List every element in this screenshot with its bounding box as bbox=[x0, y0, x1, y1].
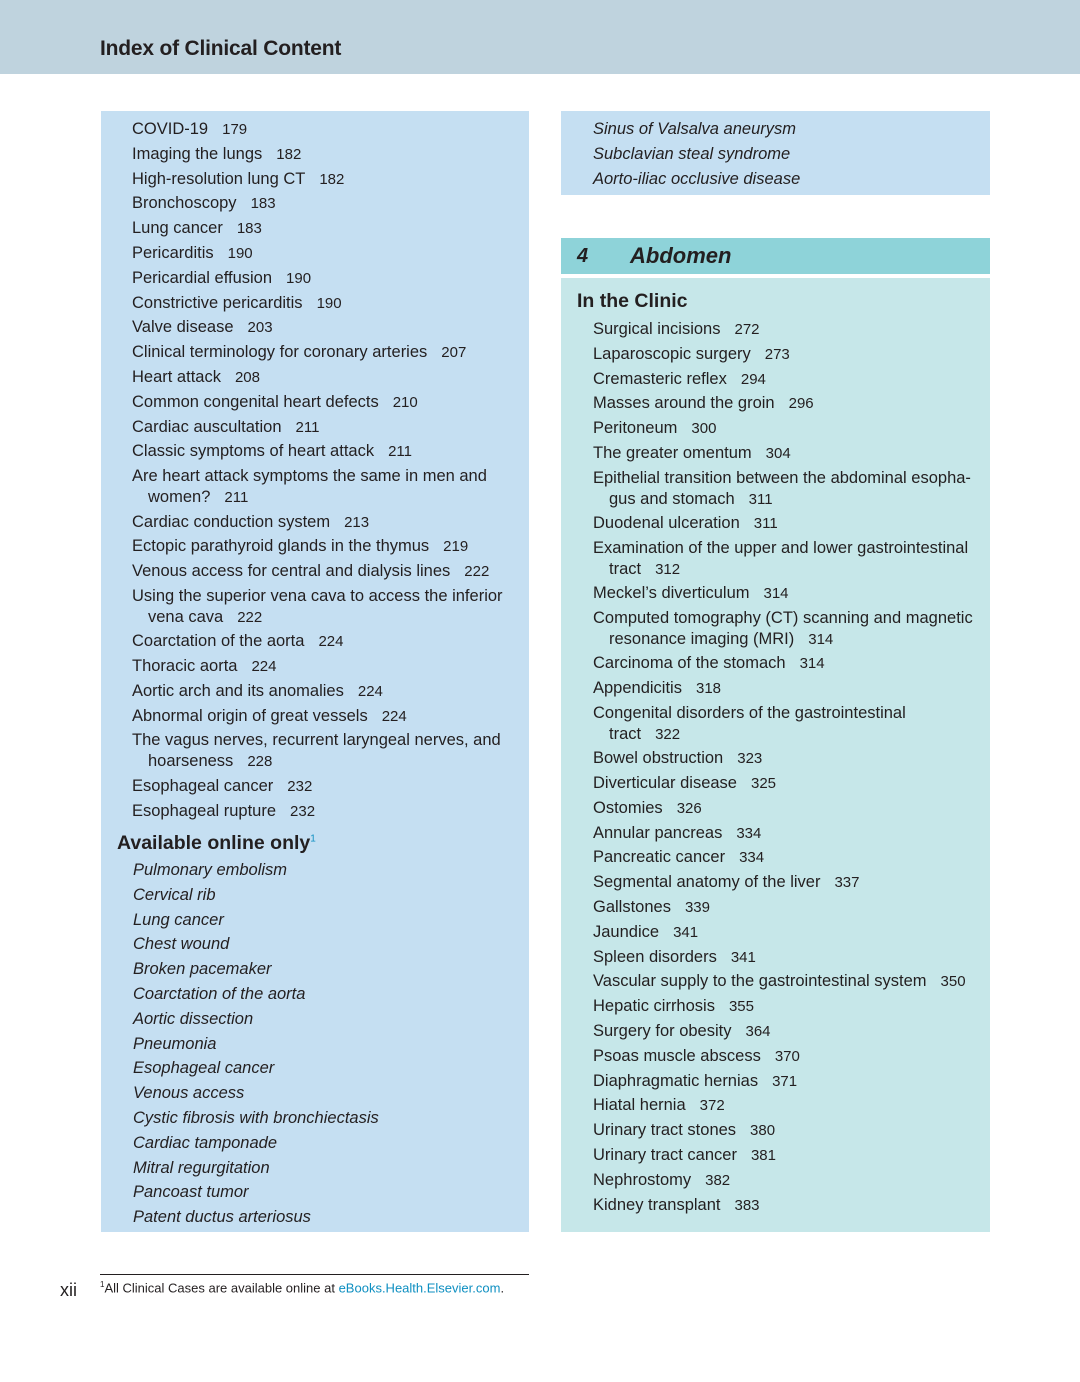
index-entry bbox=[593, 418, 716, 439]
entry-text: Hiatal hernia bbox=[593, 1096, 686, 1115]
entry-page-number: 211 bbox=[224, 489, 249, 507]
online-case-item: Coarctation of the aorta bbox=[133, 985, 306, 1003]
entry-page-number: 294 bbox=[740, 370, 766, 388]
index-entry bbox=[593, 823, 761, 844]
index-entry bbox=[593, 1195, 760, 1216]
entry-page-number: 222 bbox=[237, 608, 263, 626]
entry-text: Bowel obstruction bbox=[593, 749, 724, 768]
index-entry bbox=[132, 317, 273, 338]
entry-continuation-text: gus and stomach bbox=[609, 489, 735, 508]
entry-page-number: 190 bbox=[286, 269, 312, 287]
entry-text: Cardiac auscultation bbox=[132, 417, 282, 436]
entry-page-number: 372 bbox=[699, 1097, 725, 1115]
entry-text: Masses around the groin bbox=[593, 394, 775, 413]
entry-page-number: 304 bbox=[765, 445, 791, 462]
entry-page-number: 211 bbox=[295, 418, 320, 436]
entry-text: Ostomies bbox=[593, 798, 663, 817]
online-case-item: Pancoast tumor bbox=[133, 1183, 249, 1202]
entry-page-number: 314 bbox=[763, 585, 789, 603]
entry-page-number: 325 bbox=[750, 775, 777, 792]
entry-page-number: 318 bbox=[695, 680, 722, 698]
entry-page-number: 323 bbox=[737, 750, 763, 768]
index-entry bbox=[132, 586, 503, 628]
entry-text: Diverticular disease bbox=[593, 774, 737, 792]
page-title: Index of Clinical Content bbox=[100, 37, 342, 60]
index-entry bbox=[593, 344, 790, 365]
entry-text: COVID-19 bbox=[132, 120, 209, 138]
entry-text: Duodenal ulceration bbox=[593, 514, 740, 533]
index-entry bbox=[593, 538, 968, 580]
entry-page-number: 341 bbox=[673, 923, 699, 941]
entry-continuation-text: hoarseness bbox=[148, 752, 234, 771]
index-entry bbox=[593, 1071, 797, 1092]
index-entry bbox=[132, 392, 418, 413]
entry-continuation bbox=[132, 487, 487, 508]
entry-text: Laparoscopic surgery bbox=[593, 344, 751, 363]
index-entry bbox=[132, 561, 489, 582]
entry-text: Diaphragmatic hernias bbox=[593, 1071, 759, 1090]
footnote-rule bbox=[100, 1274, 529, 1275]
entry-page-number: 364 bbox=[745, 1023, 771, 1040]
online-case-item: Subclavian steal syndrome bbox=[593, 144, 791, 163]
entry-page-number: 339 bbox=[684, 899, 710, 916]
index-entry bbox=[593, 468, 971, 510]
entry-continuation-text: tract bbox=[609, 559, 642, 578]
online-case-item: Lung cancer bbox=[133, 910, 224, 929]
online-heading: Available online only$^1$ bbox=[117, 832, 316, 854]
index-entry bbox=[593, 1095, 725, 1116]
index-entry bbox=[593, 443, 791, 464]
index-entry bbox=[593, 1145, 776, 1166]
entry-text: Clinical terminology for coronary arteries bbox=[132, 343, 428, 362]
index-entry bbox=[593, 1021, 771, 1042]
index-entry bbox=[132, 169, 344, 190]
chapter-bar bbox=[561, 238, 990, 274]
index-entry bbox=[593, 608, 973, 650]
entry-text: Urinary tract stones bbox=[593, 1121, 737, 1140]
online-case-item: Pulmonary embolism bbox=[133, 861, 288, 879]
entry-page-number: 296 bbox=[788, 395, 814, 413]
entry-page-number: 311 bbox=[748, 490, 773, 508]
entry-page-number: 213 bbox=[344, 513, 370, 531]
online-case-item: Broken pacemaker bbox=[133, 960, 272, 979]
index-entry bbox=[132, 512, 369, 533]
entry-continuation bbox=[593, 629, 973, 650]
entry-text: Meckel’s diverticulum bbox=[593, 584, 750, 603]
entry-page-number: 334 bbox=[739, 849, 765, 867]
index-entry bbox=[132, 293, 342, 314]
index-entry bbox=[593, 971, 966, 992]
entry-page-number: 228 bbox=[247, 753, 273, 771]
entry-text: Computed tomography (CT) scanning and magnetic bbox=[593, 609, 973, 627]
online-case-item: Cardiac tamponade bbox=[133, 1133, 278, 1152]
index-entry bbox=[593, 319, 760, 340]
entry-page-number: 211 bbox=[388, 443, 412, 461]
entry-page-number: 314 bbox=[808, 631, 834, 648]
ebooks-link[interactable]: eBooks.Health.Elsevier.com bbox=[338, 1280, 501, 1296]
entry-continuation-text: vena cava bbox=[148, 607, 224, 626]
index-entry bbox=[593, 678, 721, 699]
entry-text: Jaundice bbox=[593, 922, 660, 941]
entry-page-number: 272 bbox=[734, 321, 760, 338]
entry-page-number: 183 bbox=[250, 195, 276, 213]
online-case-item: Mitral regurgitation bbox=[133, 1158, 270, 1177]
online-case-item: Esophageal cancer bbox=[133, 1059, 275, 1078]
entry-text: Ectopic parathyroid glands in the thymus bbox=[132, 537, 430, 556]
chapter-number: 4 bbox=[577, 245, 589, 267]
entry-page-number: 232 bbox=[290, 802, 316, 820]
online-case-item: Sinus of Valsalva aneurysm bbox=[593, 120, 796, 138]
entry-text: Kidney transplant bbox=[593, 1195, 721, 1214]
index-entry bbox=[132, 656, 277, 677]
online-case-item: Cystic fibrosis with bronchiectasis bbox=[133, 1109, 379, 1127]
index-entry bbox=[593, 1170, 730, 1191]
entry-text: The vagus nerves, recurrent laryngeal nerves, and bbox=[132, 731, 501, 750]
entry-continuation bbox=[593, 724, 906, 745]
entry-page-number: 182 bbox=[319, 170, 345, 188]
entry-text: Hepatic cirrhosis bbox=[593, 997, 715, 1016]
entry-page-number: 322 bbox=[655, 725, 681, 743]
index-entry bbox=[132, 681, 383, 702]
entry-text: Vascular supply to the gastrointestinal system bbox=[593, 972, 927, 991]
entry-text: Urinary tract cancer bbox=[593, 1146, 737, 1164]
entry-continuation bbox=[132, 607, 503, 628]
entry-text: Surgical incisions bbox=[593, 320, 721, 338]
index-entry bbox=[593, 798, 702, 819]
entry-text: Esophageal rupture bbox=[132, 801, 277, 820]
entry-page-number: 337 bbox=[834, 874, 860, 892]
index-entry bbox=[593, 583, 789, 604]
entry-text: Abnormal origin of great vessels bbox=[132, 706, 368, 725]
online-case-item: Aortic dissection bbox=[133, 1009, 254, 1028]
entry-text: Imaging the lungs bbox=[132, 144, 263, 163]
online-case-item: Chest wound bbox=[133, 935, 230, 954]
index-entry bbox=[593, 1046, 800, 1067]
online-case-item: Cervical rib bbox=[133, 885, 216, 904]
entry-text: Are heart attack symptoms the same in men and bbox=[132, 467, 487, 486]
entry-text: Bronchoscopy bbox=[132, 194, 237, 213]
index-entry bbox=[132, 706, 407, 727]
entry-page-number: 207 bbox=[441, 344, 467, 362]
entry-page-number: 312 bbox=[655, 560, 681, 578]
entry-page-number: 182 bbox=[276, 145, 302, 163]
entry-page-number: 179 bbox=[222, 121, 248, 138]
entry-page-number: 190 bbox=[227, 245, 253, 262]
clinic-heading: In the Clinic bbox=[577, 290, 688, 312]
index-entry bbox=[132, 218, 262, 239]
entry-page-number: 232 bbox=[287, 777, 313, 795]
index-entry bbox=[132, 441, 412, 462]
online-case-item: Patent ductus arteriosus bbox=[133, 1208, 311, 1227]
entry-text: Appendicitis bbox=[593, 679, 682, 698]
entry-continuation-text: resonance imaging (MRI) bbox=[609, 630, 795, 648]
index-entry bbox=[132, 466, 487, 508]
index-entry bbox=[132, 144, 301, 165]
index-entry bbox=[593, 773, 776, 794]
entry-text: Examination of the upper and lower gastrointestinal bbox=[593, 538, 969, 557]
index-entry bbox=[593, 703, 906, 745]
entry-page-number: 334 bbox=[736, 824, 762, 842]
entry-page-number: 203 bbox=[247, 319, 273, 337]
index-entry bbox=[132, 268, 311, 289]
entry-text: Gallstones bbox=[593, 898, 671, 916]
index-entry bbox=[132, 776, 312, 797]
entry-page-number: 326 bbox=[676, 799, 702, 817]
entry-text: Surgery for obesity bbox=[593, 1022, 732, 1040]
entry-text: Epithelial transition between the abdominal esopha- bbox=[593, 468, 971, 487]
entry-text: Using the superior vena cava to access the inferior bbox=[132, 586, 503, 605]
entry-page-number: 273 bbox=[764, 345, 790, 363]
entry-page-number: 380 bbox=[750, 1122, 776, 1140]
entry-text: Psoas muscle abscess bbox=[593, 1046, 761, 1065]
online-case-item: Venous access bbox=[133, 1084, 245, 1103]
entry-page-number: 224 bbox=[381, 707, 407, 725]
entry-page-number: 350 bbox=[940, 973, 966, 991]
page-number: xii bbox=[60, 1280, 77, 1300]
entry-page-number: 341 bbox=[730, 948, 756, 966]
entry-text: Nephrostomy bbox=[593, 1170, 692, 1189]
index-entry bbox=[132, 730, 501, 772]
entry-continuation-text: women? bbox=[148, 488, 211, 507]
entry-continuation bbox=[593, 489, 971, 510]
chapter-title: Abdomen bbox=[630, 243, 732, 268]
index-entry bbox=[593, 369, 766, 390]
index-entry bbox=[593, 996, 754, 1017]
entry-text: Common congenital heart defects bbox=[132, 392, 379, 411]
entry-continuation bbox=[593, 559, 968, 580]
entry-continuation bbox=[132, 751, 501, 772]
entry-text: Coarctation of the aorta bbox=[132, 632, 305, 651]
index-entry bbox=[593, 922, 698, 943]
index-entry bbox=[593, 947, 756, 968]
index-entry bbox=[132, 631, 343, 652]
index-entry bbox=[132, 193, 276, 214]
entry-text: Pancreatic cancer bbox=[593, 848, 726, 867]
index-entry bbox=[593, 513, 778, 534]
index-entry bbox=[593, 847, 764, 868]
entry-page-number: 300 bbox=[691, 420, 717, 438]
entry-page-number: 183 bbox=[236, 220, 262, 238]
index-entry bbox=[593, 872, 860, 893]
online-case-item: Pneumonia bbox=[133, 1034, 217, 1053]
entry-text: Carcinoma of the stomach bbox=[593, 654, 786, 673]
online-case-item: Aorto-iliac occlusive disease bbox=[593, 169, 801, 188]
index-entry bbox=[132, 243, 253, 264]
entry-page-number: 371 bbox=[772, 1072, 798, 1090]
entry-text: Esophageal cancer bbox=[132, 776, 274, 795]
entry-page-number: 381 bbox=[750, 1147, 776, 1164]
entry-text: Aortic arch and its anomalies bbox=[132, 681, 344, 700]
entry-text: Segmental anatomy of the liver bbox=[593, 873, 821, 892]
entry-page-number: 370 bbox=[774, 1047, 800, 1065]
entry-page-number: 311 bbox=[753, 515, 778, 533]
index-entry bbox=[132, 119, 247, 140]
index-entry bbox=[593, 393, 814, 414]
index-entry bbox=[593, 653, 825, 674]
entry-page-number: 222 bbox=[464, 563, 490, 581]
entry-text: Congenital disorders of the gastrointestinal bbox=[593, 703, 906, 722]
index-entry bbox=[132, 536, 468, 557]
index-entry bbox=[132, 801, 315, 822]
entry-text: Peritoneum bbox=[593, 419, 678, 438]
entry-text: High-resolution lung CT bbox=[132, 169, 306, 188]
entry-text: Cremasteric reflex bbox=[593, 369, 727, 388]
entry-text: Spleen disorders bbox=[593, 947, 717, 966]
entry-page-number: 314 bbox=[799, 655, 825, 673]
entry-text: Cardiac conduction system bbox=[132, 512, 331, 531]
entry-page-number: 190 bbox=[316, 294, 342, 312]
entry-page-number: 383 bbox=[734, 1196, 760, 1214]
entry-page-number: 224 bbox=[357, 682, 383, 700]
entry-text: Thoracic aorta bbox=[132, 657, 238, 675]
entry-text: Pericarditis bbox=[132, 244, 214, 262]
entry-continuation-text: tract bbox=[609, 724, 642, 743]
index-entry bbox=[132, 342, 466, 363]
entry-page-number: 208 bbox=[234, 369, 260, 386]
entry-page-number: 355 bbox=[728, 998, 754, 1016]
entry-text: Valve disease bbox=[132, 318, 234, 337]
entry-text: Lung cancer bbox=[132, 219, 223, 238]
index-entry bbox=[593, 1120, 775, 1141]
entry-text: Venous access for central and dialysis lines bbox=[132, 562, 451, 581]
entry-page-number: 219 bbox=[443, 538, 469, 556]
footnote: $^1$All Clinical Cases are available online at eBooks.Health.Elsevier.com. bbox=[100, 1280, 505, 1296]
entry-text: Classic symptoms of heart attack bbox=[132, 442, 375, 461]
entry-text: Pericardial effusion bbox=[132, 268, 273, 287]
entry-page-number: 224 bbox=[318, 633, 344, 651]
index-entry bbox=[132, 367, 260, 388]
entry-text: Annular pancreas bbox=[593, 823, 723, 842]
entry-page-number: 382 bbox=[705, 1171, 731, 1189]
entry-text: The greater omentum bbox=[593, 444, 752, 462]
entry-page-number: 210 bbox=[392, 393, 418, 411]
index-entry bbox=[593, 748, 762, 769]
index-entry bbox=[593, 897, 710, 918]
entry-text: Heart attack bbox=[132, 368, 221, 386]
entry-text: Constrictive pericarditis bbox=[132, 293, 303, 312]
index-entry bbox=[132, 417, 319, 438]
entry-page-number: 224 bbox=[251, 658, 277, 675]
